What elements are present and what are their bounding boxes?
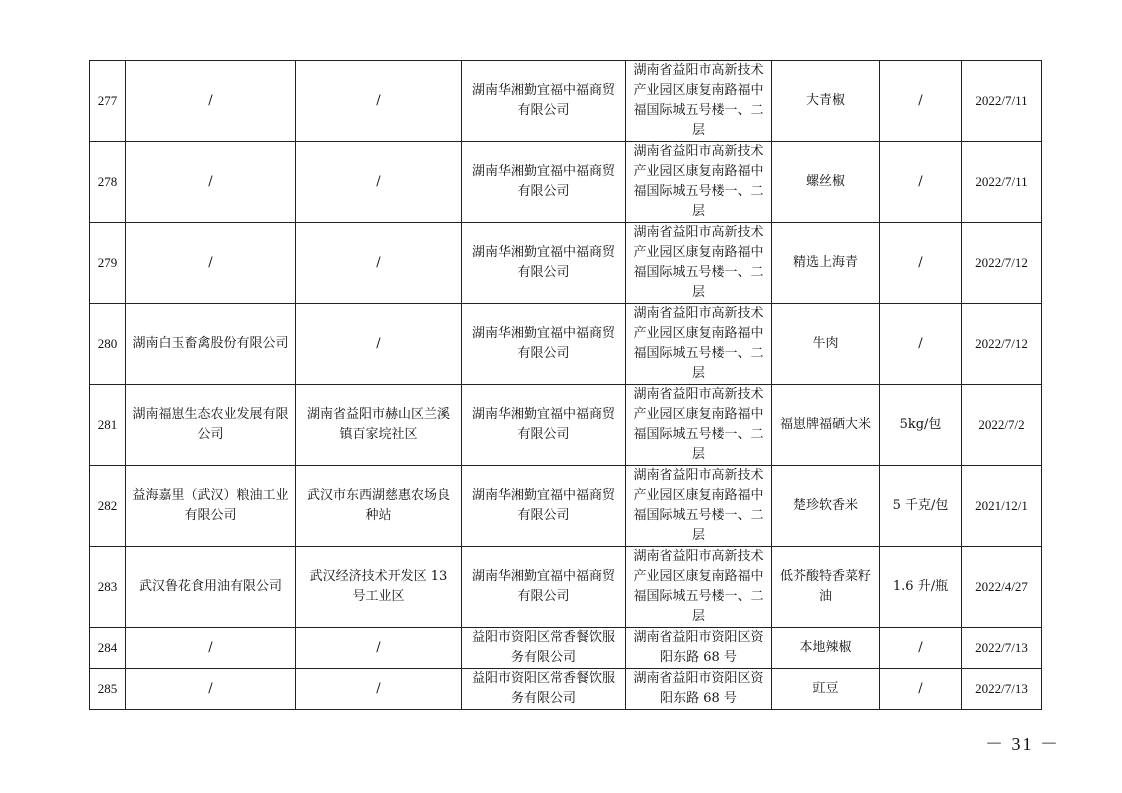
cell-production-date: 2022/4/27 xyxy=(962,547,1042,628)
cell-specification: / xyxy=(880,61,962,142)
cell-product-name: 低芥酸特香菜籽油 xyxy=(772,547,880,628)
cell-serial-number: 283 xyxy=(90,547,126,628)
sampling-table xyxy=(89,60,1042,710)
cell-seller-address: 湖南省益阳市资阳区资阳东路 68 号 xyxy=(626,669,772,710)
cell-specification: 5 千克/包 xyxy=(880,466,962,547)
cell-manufacturer-name: 益海嘉里（武汉）粮油工业有限公司 xyxy=(126,466,296,547)
cell-specification: / xyxy=(880,628,962,669)
cell-seller-address: 湖南省益阳市高新技术产业园区康复南路福中福国际城五号楼一、二层 xyxy=(626,142,772,223)
cell-serial-number: 278 xyxy=(90,142,126,223)
cell-product-name: 豇豆 xyxy=(772,669,880,710)
table-row xyxy=(90,61,1042,142)
cell-manufacturer-name: / xyxy=(126,61,296,142)
cell-production-date: 2022/7/12 xyxy=(962,223,1042,304)
cell-seller-name: 湖南华湘勤宜福中福商贸有限公司 xyxy=(462,223,626,304)
cell-seller-name: 湖南华湘勤宜福中福商贸有限公司 xyxy=(462,142,626,223)
cell-seller-name: 湖南华湘勤宜福中福商贸有限公司 xyxy=(462,547,626,628)
cell-product-name: 福崽牌福硒大米 xyxy=(772,385,880,466)
cell-manufacturer-name: / xyxy=(126,628,296,669)
cell-seller-address: 湖南省益阳市高新技术产业园区康复南路福中福国际城五号楼一、二层 xyxy=(626,547,772,628)
cell-specification: / xyxy=(880,669,962,710)
cell-seller-name: 益阳市资阳区常香餐饮服务有限公司 xyxy=(462,628,626,669)
table-row xyxy=(90,466,1042,547)
cell-seller-name: 湖南华湘勤宜福中福商贸有限公司 xyxy=(462,304,626,385)
cell-seller-name: 湖南华湘勤宜福中福商贸有限公司 xyxy=(462,385,626,466)
table-row xyxy=(90,304,1042,385)
cell-production-date: 2021/12/1 xyxy=(962,466,1042,547)
table-row xyxy=(90,385,1042,466)
cell-manufacturer-address: / xyxy=(296,669,462,710)
cell-serial-number: 279 xyxy=(90,223,126,304)
cell-manufacturer-address: 武汉市东西湖慈惠农场良种站 xyxy=(296,466,462,547)
cell-specification: 1.6 升/瓶 xyxy=(880,547,962,628)
cell-specification: 5kg/包 xyxy=(880,385,962,466)
cell-specification: / xyxy=(880,304,962,385)
cell-manufacturer-address: 武汉经济技术开发区 13 号工业区 xyxy=(296,547,462,628)
cell-serial-number: 284 xyxy=(90,628,126,669)
cell-product-name: 大青椒 xyxy=(772,61,880,142)
cell-serial-number: 281 xyxy=(90,385,126,466)
table-row xyxy=(90,628,1042,669)
cell-product-name: 牛肉 xyxy=(772,304,880,385)
cell-manufacturer-name: / xyxy=(126,142,296,223)
page-number: － 31 － xyxy=(985,734,1060,754)
cell-seller-address: 湖南省益阳市高新技术产业园区康复南路福中福国际城五号楼一、二层 xyxy=(626,61,772,142)
cell-seller-address: 湖南省益阳市高新技术产业园区康复南路福中福国际城五号楼一、二层 xyxy=(626,385,772,466)
cell-seller-address: 湖南省益阳市高新技术产业园区康复南路福中福国际城五号楼一、二层 xyxy=(626,466,772,547)
cell-seller-address: 湖南省益阳市高新技术产业园区康复南路福中福国际城五号楼一、二层 xyxy=(626,304,772,385)
table-row xyxy=(90,669,1042,710)
cell-manufacturer-address: / xyxy=(296,61,462,142)
cell-production-date: 2022/7/12 xyxy=(962,304,1042,385)
cell-serial-number: 277 xyxy=(90,61,126,142)
table-body xyxy=(90,61,1042,710)
cell-manufacturer-name: / xyxy=(126,223,296,304)
cell-production-date: 2022/7/11 xyxy=(962,142,1042,223)
cell-manufacturer-name: 湖南白玉畜禽股份有限公司 xyxy=(126,304,296,385)
cell-product-name: 精选上海青 xyxy=(772,223,880,304)
cell-production-date: 2022/7/2 xyxy=(962,385,1042,466)
cell-product-name: 楚珍软香米 xyxy=(772,466,880,547)
cell-specification: / xyxy=(880,142,962,223)
cell-specification: / xyxy=(880,223,962,304)
cell-manufacturer-address: 湖南省益阳市赫山区兰溪镇百家垸社区 xyxy=(296,385,462,466)
cell-serial-number: 280 xyxy=(90,304,126,385)
cell-seller-name: 益阳市资阳区常香餐饮服务有限公司 xyxy=(462,669,626,710)
cell-manufacturer-address: / xyxy=(296,142,462,223)
cell-manufacturer-address: / xyxy=(296,304,462,385)
table-row xyxy=(90,142,1042,223)
cell-manufacturer-name: 武汉鲁花食用油有限公司 xyxy=(126,547,296,628)
cell-manufacturer-address: / xyxy=(296,223,462,304)
cell-product-name: 螺丝椒 xyxy=(772,142,880,223)
cell-serial-number: 285 xyxy=(90,669,126,710)
sampling-table-container xyxy=(89,60,1041,710)
cell-seller-address: 湖南省益阳市高新技术产业园区康复南路福中福国际城五号楼一、二层 xyxy=(626,223,772,304)
cell-seller-address: 湖南省益阳市资阳区资阳东路 68 号 xyxy=(626,628,772,669)
cell-manufacturer-name: 湖南福崽生态农业发展有限公司 xyxy=(126,385,296,466)
table-row xyxy=(90,223,1042,304)
cell-production-date: 2022/7/13 xyxy=(962,628,1042,669)
cell-production-date: 2022/7/13 xyxy=(962,669,1042,710)
table-row xyxy=(90,547,1042,628)
cell-production-date: 2022/7/11 xyxy=(962,61,1042,142)
cell-manufacturer-address: / xyxy=(296,628,462,669)
cell-seller-name: 湖南华湘勤宜福中福商贸有限公司 xyxy=(462,61,626,142)
cell-serial-number: 282 xyxy=(90,466,126,547)
cell-seller-name: 湖南华湘勤宜福中福商贸有限公司 xyxy=(462,466,626,547)
cell-manufacturer-name: / xyxy=(126,669,296,710)
cell-product-name: 本地辣椒 xyxy=(772,628,880,669)
